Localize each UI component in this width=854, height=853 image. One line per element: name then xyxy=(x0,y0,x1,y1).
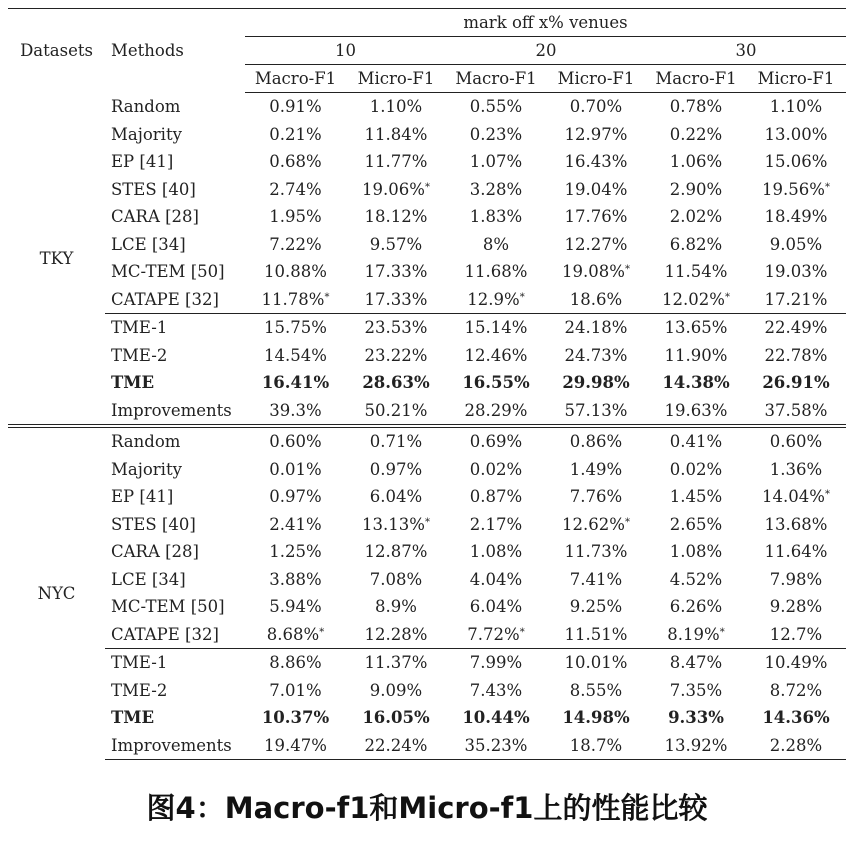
metric-header: Micro-F1 xyxy=(746,65,846,93)
metric-value: 12.02%* xyxy=(662,289,730,309)
metric-value: 19.56%* xyxy=(762,179,830,199)
metric-value: 12.9%* xyxy=(467,289,525,309)
metric-value: 2.28% xyxy=(746,732,846,760)
metric-value: 15.06% xyxy=(764,152,828,172)
metric-value: 19.47% xyxy=(245,732,346,760)
metric-value: 2.02% xyxy=(669,207,723,227)
metric-header: Macro-F1 xyxy=(646,65,746,93)
metric-value: 0.70% xyxy=(569,97,623,117)
method-name: CATAPE [32] xyxy=(111,289,219,309)
metric-value: 1.08% xyxy=(669,542,723,562)
metric-value: 0.91% xyxy=(269,97,322,117)
table-row xyxy=(8,483,846,511)
metric-value: 16.55% xyxy=(462,373,530,393)
method-name: CARA [28] xyxy=(111,207,199,227)
metric-value: 0.41% xyxy=(646,426,746,456)
table-row xyxy=(8,121,846,149)
table-row xyxy=(8,176,846,204)
method-name: Majority xyxy=(111,459,182,479)
metric-value: 19.06%* xyxy=(362,179,430,199)
table-row xyxy=(8,566,846,594)
metric-value: 12.97% xyxy=(564,124,628,144)
table-row xyxy=(8,621,846,649)
metric-value: 3.28% xyxy=(469,179,523,199)
methods-header: Methods xyxy=(105,9,245,93)
metric-value: 7.01% xyxy=(269,680,322,700)
dataset-label: TKY xyxy=(39,248,74,268)
table-row xyxy=(8,286,846,314)
metric-value: 9.28% xyxy=(769,597,823,617)
metric-value: 0.21% xyxy=(269,124,322,144)
datasets-header: Datasets xyxy=(8,9,105,93)
method-name: Improvements xyxy=(111,400,232,420)
metric-value: 57.13% xyxy=(564,400,628,420)
metric-value: 7.41% xyxy=(569,569,623,589)
metric-value: 0.86% xyxy=(546,426,646,456)
metric-value: 3.88% xyxy=(269,569,322,589)
method-name: EP [41] xyxy=(111,487,174,507)
method-name: TME-1 xyxy=(105,314,245,342)
metric-header: Macro-F1 xyxy=(245,65,346,93)
metric-value: 9.57% xyxy=(369,234,423,254)
metric-value: 6.26% xyxy=(669,597,723,617)
metric-value: 12.46% xyxy=(464,345,528,365)
metric-value: 0.01% xyxy=(269,459,322,479)
table-row xyxy=(8,704,846,732)
metric-value: 23.22% xyxy=(364,345,428,365)
metric-value: 8.55% xyxy=(569,680,623,700)
metric-value: 7.35% xyxy=(669,680,723,700)
metric-value: 11.51% xyxy=(564,624,628,644)
metric-value: 12.7% xyxy=(769,624,823,644)
metric-value: 0.55% xyxy=(469,97,523,117)
metric-value: 14.36% xyxy=(762,708,830,728)
metric-value: 19.04% xyxy=(564,179,628,199)
metric-value: 8.86% xyxy=(245,649,346,677)
metric-value: 12.27% xyxy=(564,234,628,254)
metric-value: 6.04% xyxy=(369,487,423,507)
metric-value: 19.63% xyxy=(664,400,728,420)
table-row xyxy=(8,397,846,427)
metric-value: 0.02% xyxy=(669,459,723,479)
method-name: TME-2 xyxy=(111,680,168,700)
table-row xyxy=(8,342,846,370)
metric-value: 14.04%* xyxy=(762,487,830,507)
metric-value: 22.49% xyxy=(746,314,846,342)
metric-value: 12.62%* xyxy=(562,514,630,534)
metric-value: 11.64% xyxy=(764,542,828,562)
metric-value: 13.65% xyxy=(646,314,746,342)
metric-value: 13.00% xyxy=(764,124,828,144)
metric-value: 7.22% xyxy=(269,234,322,254)
method-name: TME xyxy=(111,373,155,393)
table-body xyxy=(8,93,846,760)
metric-value: 9.33% xyxy=(668,708,724,728)
metric-value: 1.06% xyxy=(669,152,723,172)
metric-value: 22.78% xyxy=(764,345,828,365)
metric-value: 15.14% xyxy=(446,314,546,342)
method-name: Majority xyxy=(111,124,182,144)
method-name: STES [40] xyxy=(111,514,196,534)
metric-value: 0.71% xyxy=(346,426,446,456)
metric-header: Macro-F1 xyxy=(446,65,546,93)
table-row xyxy=(8,593,846,621)
method-name: EP [41] xyxy=(111,152,174,172)
metric-value: 11.73% xyxy=(564,542,628,562)
dataset-label: NYC xyxy=(8,426,105,760)
metric-value: 9.25% xyxy=(569,597,623,617)
table-row xyxy=(8,258,846,286)
metric-value: 1.36% xyxy=(769,459,823,479)
metric-value: 7.08% xyxy=(369,569,423,589)
metric-value: 11.77% xyxy=(364,152,428,172)
metric-value: 7.99% xyxy=(446,649,546,677)
method-name: TME-1 xyxy=(105,649,245,677)
metric-value: 10.37% xyxy=(261,708,330,728)
table-row xyxy=(8,649,846,677)
metric-value: 10.49% xyxy=(746,649,846,677)
metric-value: 9.05% xyxy=(769,234,823,254)
metric-value: 37.58% xyxy=(764,400,828,420)
metric-value: 11.78%* xyxy=(261,289,330,309)
metric-value: 28.63% xyxy=(362,373,430,393)
metric-value: 17.76% xyxy=(564,207,628,227)
metric-value: 15.75% xyxy=(245,314,346,342)
metric-value: 10.88% xyxy=(264,262,327,282)
method-name: TME xyxy=(111,708,155,728)
method-name: Random xyxy=(111,97,181,116)
metric-value: 8% xyxy=(482,234,510,254)
table-row xyxy=(8,148,846,176)
metric-value: 24.18% xyxy=(546,314,646,342)
metric-value: 50.21% xyxy=(364,400,428,420)
metric-value: 17.33% xyxy=(364,262,428,282)
metric-value: 4.04% xyxy=(469,569,523,589)
metric-value: 0.68% xyxy=(269,152,322,172)
metric-value: 1.83% xyxy=(469,207,523,227)
metric-value: 8.72% xyxy=(769,680,823,700)
metric-value: 7.76% xyxy=(569,487,623,507)
metric-value: 10.44% xyxy=(462,708,530,728)
metric-value: 0.23% xyxy=(469,124,523,144)
metric-header: Micro-F1 xyxy=(546,65,646,93)
metric-value: 11.90% xyxy=(664,345,728,365)
table-row xyxy=(8,426,846,456)
metric-value: 1.45% xyxy=(669,487,723,507)
metric-value: 14.54% xyxy=(264,345,327,365)
metric-value: 26.91% xyxy=(762,373,830,393)
metric-value: 29.98% xyxy=(562,373,630,393)
metric-value: 13.13%* xyxy=(362,514,430,534)
table-row xyxy=(8,511,846,539)
method-name: STES [40] xyxy=(111,179,196,199)
metric-value: 1.25% xyxy=(269,542,322,562)
metric-value: 39.3% xyxy=(269,400,322,420)
metric-header: Micro-F1 xyxy=(346,65,446,93)
metric-value: 1.08% xyxy=(469,542,523,562)
metric-value: 18.6% xyxy=(569,289,623,309)
metric-value: 0.02% xyxy=(469,459,523,479)
metric-value: 4.52% xyxy=(669,569,723,589)
metric-value: 18.12% xyxy=(364,207,428,227)
metric-value: 19.03% xyxy=(764,262,828,282)
method-name: CARA [28] xyxy=(111,542,199,562)
metric-value: 1.95% xyxy=(269,207,322,227)
metric-value: 0.60% xyxy=(746,426,846,456)
metric-value: 9.09% xyxy=(369,680,423,700)
metric-value: 2.17% xyxy=(469,514,523,534)
metric-value: 24.73% xyxy=(564,345,628,365)
table-row xyxy=(8,231,846,259)
metric-value: 5.94% xyxy=(269,597,322,617)
metric-value: 22.24% xyxy=(346,732,446,760)
metric-value: 19.08%* xyxy=(562,262,630,282)
table-row xyxy=(8,732,846,760)
metric-value: 13.68% xyxy=(764,514,828,534)
table-row xyxy=(8,677,846,705)
metric-value: 7.72%* xyxy=(467,624,525,644)
metric-value: 8.47% xyxy=(646,649,746,677)
metric-value: 0.69% xyxy=(446,426,546,456)
metric-value: 0.60% xyxy=(245,426,346,456)
method-name: CATAPE [32] xyxy=(111,624,219,644)
group-header-20: 20 xyxy=(446,37,646,65)
metric-value: 12.28% xyxy=(364,624,428,644)
metric-value: 18.49% xyxy=(764,207,828,227)
metric-value: 7.43% xyxy=(469,680,523,700)
metric-value: 10.01% xyxy=(546,649,646,677)
metric-value: 13.92% xyxy=(646,732,746,760)
metric-value: 16.05% xyxy=(362,708,430,728)
method-name: TME-2 xyxy=(111,345,168,365)
metric-value: 12.87% xyxy=(364,542,428,562)
metric-value: 2.90% xyxy=(669,179,723,199)
metric-value: 8.19%* xyxy=(667,624,725,644)
table-row xyxy=(8,538,846,566)
metric-value: 0.97% xyxy=(269,487,322,507)
metric-value: 0.97% xyxy=(369,459,423,479)
method-name: MC-TEM [50] xyxy=(111,262,225,282)
table-row xyxy=(8,93,846,121)
metric-value: 17.33% xyxy=(364,289,428,309)
metric-value: 2.41% xyxy=(269,514,322,534)
metric-value: 11.37% xyxy=(346,649,446,677)
metric-value: 1.07% xyxy=(469,152,523,172)
table-row xyxy=(8,456,846,484)
table-row xyxy=(8,369,846,397)
table-row xyxy=(8,314,846,342)
metric-value: 7.98% xyxy=(769,569,823,589)
metric-value: 0.87% xyxy=(469,487,523,507)
metric-value: 0.22% xyxy=(669,124,723,144)
metric-value: 6.04% xyxy=(469,597,523,617)
figure-caption: 图4：Macro-f1和Micro-f1上的性能比较 xyxy=(146,791,708,825)
metric-value: 18.7% xyxy=(546,732,646,760)
results-table xyxy=(8,8,846,760)
metric-value: 0.78% xyxy=(669,97,723,117)
metric-value: 35.23% xyxy=(446,732,546,760)
method-name: MC-TEM [50] xyxy=(111,597,225,617)
metric-value: 1.10% xyxy=(769,97,823,117)
metric-value: 23.53% xyxy=(346,314,446,342)
metric-value: 8.68%* xyxy=(266,624,325,644)
metric-value: 14.98% xyxy=(562,708,630,728)
method-name: LCE [34] xyxy=(111,234,186,254)
metric-value: 2.74% xyxy=(269,179,322,199)
method-name: Random xyxy=(105,426,245,456)
metric-value: 2.65% xyxy=(669,514,723,534)
metric-value: 28.29% xyxy=(464,400,528,420)
metric-value: 17.21% xyxy=(764,289,828,309)
metric-value: 14.38% xyxy=(662,373,730,393)
group-header-30: 30 xyxy=(646,37,846,65)
table-row xyxy=(8,203,846,231)
method-name: LCE [34] xyxy=(111,569,186,589)
metric-value: 11.54% xyxy=(664,262,728,282)
group-header-10: 10 xyxy=(245,37,446,65)
method-name: Improvements xyxy=(105,732,245,760)
metric-value: 6.82% xyxy=(669,234,723,254)
metric-value: 8.9% xyxy=(375,597,417,617)
metric-value: 11.68% xyxy=(464,262,528,282)
metric-value: 16.43% xyxy=(564,152,628,172)
metric-value: 16.41% xyxy=(261,373,330,393)
metric-value: 1.49% xyxy=(569,459,623,479)
group-title: mark off x% venues xyxy=(245,9,846,37)
metric-value: 1.10% xyxy=(369,97,423,117)
metric-value: 11.84% xyxy=(364,124,428,144)
